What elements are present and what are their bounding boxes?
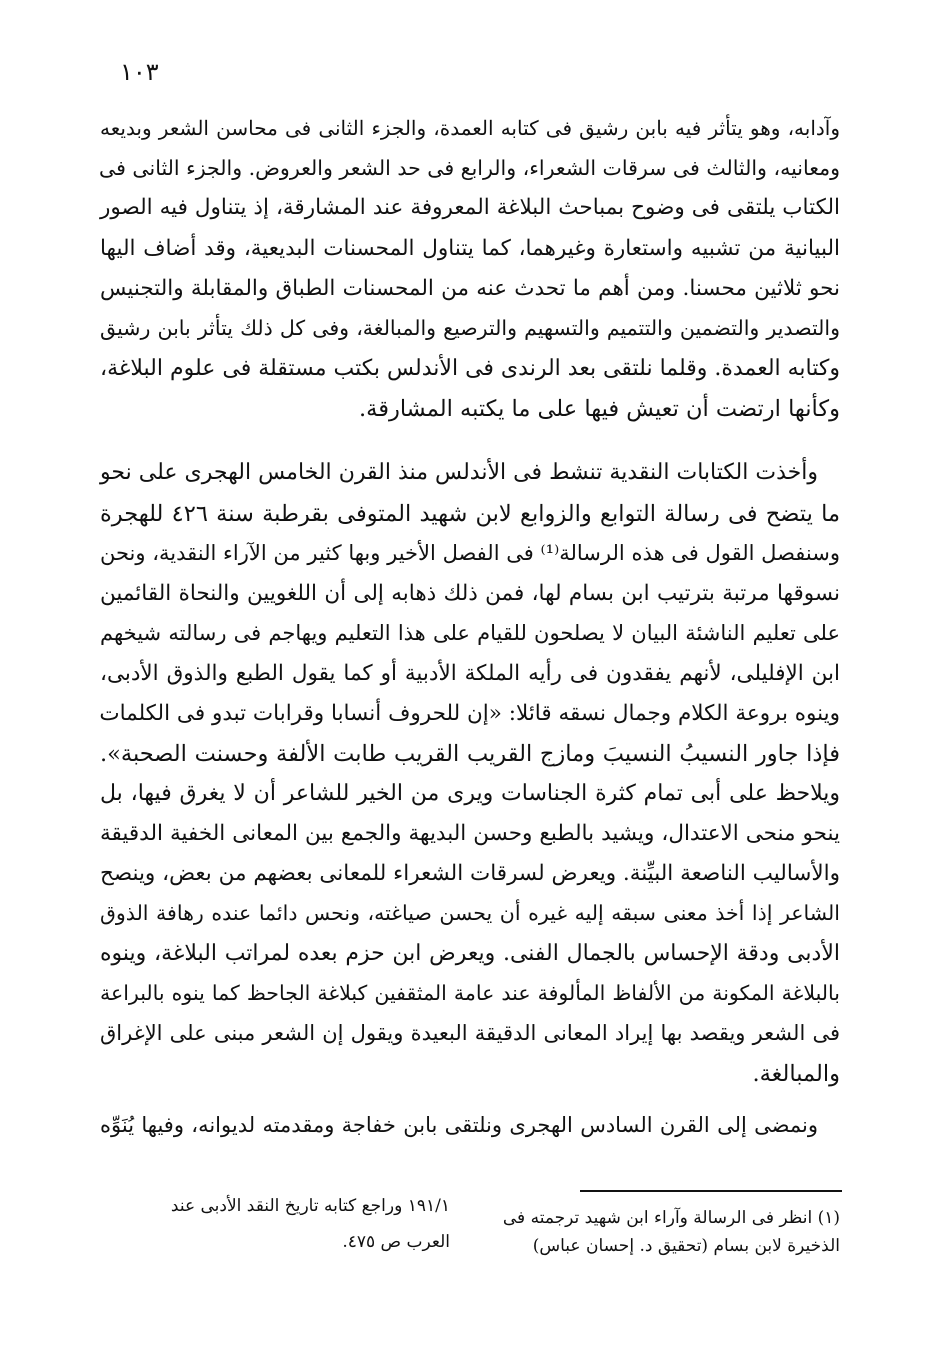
text-line: ما يتضح فى رسالة التوابع والزوابع لابن شهيد المتوفى بقرطبة سنة ٤٢٦ للهجرة	[100, 501, 840, 527]
text-line: وسنفصل القول فى هذه الرسالة⁽¹⁾ فى الفصل الأخير وبها كثير من الآراء النقدية، ونحن	[100, 541, 840, 565]
page-number: ١٠٣	[120, 58, 159, 86]
text-line: الأدبى ودقة الإحساس بالجمال الفنى. ويعرض ابن حزم بعده لمراتب البلاغة، وينوه	[100, 941, 840, 966]
text-line: والمبالغة.	[752, 1061, 840, 1087]
text-line: على تعليم الناشئة البيان لا يصلحون للقيام على هذا التعليم ويهاجم فى رسالته شيخهم	[100, 621, 840, 645]
text-line: فإذا جاور النسيبُ النسيبَ ومازج القريب القريب طابت الألفة وحسنت الصحبة».	[100, 741, 840, 767]
text-line: وكأنها ارتضت أن تعيش فيها على ما يكتبه المشارقة.	[358, 396, 840, 422]
text-line: والأساليب الناصعة البيِّنة. ويعرض لسرقات الشعراء للمعانى بعضهم من بعض، وينصح	[99, 861, 840, 886]
footnote-text: الذخيرة لابن بسام (تحقيق د. إحسان عباس)	[532, 1236, 840, 1256]
text-line: نسوقها مرتبة بترتيب ابن بسام لها، فمن ذلك ذهابه إلى أن اللغويين والنحاة القائمين	[100, 581, 840, 606]
footnote-text: ١٩١/١ وراجع كتابه تاريخ النقد الأدبى عند	[170, 1196, 450, 1216]
text-line: الكتاب يلتقى فى وضوح بمباحث البلاغة المعروفة عند المشارقة، إذ يتناول فيه الصور	[100, 195, 840, 220]
text-line: وكتابه العمدة. وقلما نلتقى بعد الرندى فى الأندلس بكتب مستقلة فى علوم البلاغة،	[100, 356, 840, 381]
text-line: بالبلاغة المكونة من الألفاظ المألوفة عند عامة المثقفين كبلاغة الجاحظ كما ينوه بالبراعة	[100, 981, 840, 1005]
text-line: ينحو منحى الاعتدال، ويشيد بالطبع وحسن البديهة والجمع بين المعانى الخفية الدقيقة	[100, 821, 840, 846]
text-line: نحو ثلاثين محسنا. ومن أهم ما تحدث عنه من المحسنات الطباق والمقابلة والتجنيس	[100, 276, 840, 301]
footnote-text: (١) انظر فى الرسالة وآراء ابن شهيد ترجمته فى	[502, 1208, 840, 1228]
text-line: وأخذت الكتابات النقدية تنشط فى الأندلس منذ القرن الخامس الهجرى على نحو	[100, 460, 818, 485]
footnote-separator	[580, 1190, 842, 1192]
text-line: ومعانيه، والثالث فى سرقات الشعراء، والرابع فى حد الشعر والعروض. والجزء الثانى فى	[99, 156, 840, 180]
text-line: ويلاحظ على أبى تمام كثرة الجناسات ويرى من الخير للشاعر أن لا يغرق فيها، بل	[100, 781, 840, 806]
text-line: وآدابه، وهو يتأثر فيه بابن رشيق فى كتابه العمدة، والجزء الثانى فى محاسن الشعر وبديعه	[100, 116, 840, 140]
text-line: والتصدير والتضمين والتتميم والتسهيم والترصيع والمبالغة، وفى كل ذلك يتأثر بابن رشيق	[100, 316, 840, 340]
footnote-text: العرب ص ٤٧٥.	[342, 1232, 450, 1252]
text-line: الشاعر إذا أخذ معنى سبقه إليه غيره أن يحسن صياغته، ونحس دائما عنده رهافة الذوق	[100, 901, 840, 925]
text-line: البيانية من تشبيه واستعارة وغيرهما، كما يتناول المحسنات البديعية، وقد أضاف اليها	[100, 236, 840, 261]
text-line: ابن الإفليلى، لأنهم يفقدون فى رأيه الملكة الأدبية أو كما يقول الطبع والذوق الأدبى،	[100, 661, 840, 686]
text-line: ونمضى إلى القرن السادس الهجرى ونلتقى بابن خفاجة ومقدمته لديوانه، وفيها يُنَوِّه	[100, 1113, 818, 1137]
text-line: فى الشعر ويقصد بها إيراد المعانى الدقيقة البعيدة ويقول إن الشعر مبنى على الإغراق	[100, 1021, 840, 1045]
text-line: وينوه بروعة الكلام وجمال نسقه قائلا: «إن للحروف أنسابا وقرابات تبدو فى الكلمات	[99, 701, 840, 726]
